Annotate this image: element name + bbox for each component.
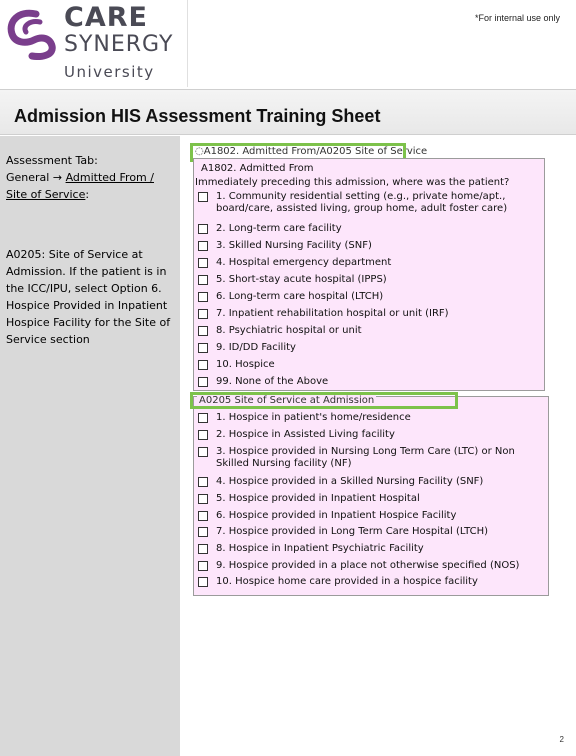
a0205-option-5[interactable]	[198, 493, 538, 505]
assessment-tab-path	[6, 169, 178, 203]
option-label: 9. ID/DD Facility	[216, 342, 296, 353]
radio-icon: ◌	[195, 146, 204, 157]
page-title: Admission HIS Assessment Training Sheet	[14, 106, 381, 126]
checkbox[interactable]	[198, 577, 208, 587]
option-label: 99. None of the Above	[216, 376, 329, 387]
a0205-option-4[interactable]	[198, 476, 538, 488]
a0205-option-6[interactable]	[198, 510, 538, 522]
checkbox[interactable]	[198, 343, 208, 353]
title-band	[0, 89, 576, 135]
a0205-option-7[interactable]	[198, 526, 538, 538]
checkbox[interactable]	[198, 224, 208, 234]
a1802-option-1[interactable]	[198, 191, 538, 215]
checkbox[interactable]	[198, 561, 208, 571]
a0205-option-3[interactable]	[198, 446, 538, 470]
option-label: 7. Inpatient rehabilitation hospital or unit (IRF)	[216, 308, 449, 319]
checkbox[interactable]	[198, 258, 208, 268]
a1802-option-8[interactable]	[198, 325, 538, 337]
checkbox[interactable]	[198, 527, 208, 537]
internal-use-note: *For internal use only	[474, 13, 560, 23]
a1802-option-3[interactable]	[198, 240, 538, 252]
option-label: 7. Hospice provided in Long Term Care Hospital (LTCH)	[216, 526, 489, 537]
logo-text-university: University	[64, 63, 155, 81]
option-label: 8. Psychiatric hospital or unit	[216, 325, 362, 336]
highlight-box-a0205	[190, 392, 458, 409]
checkbox[interactable]	[198, 377, 208, 387]
a1802-option-6[interactable]	[198, 291, 538, 303]
tab-a1802-label: A1802. Admitted From/A0205 Site of Service	[203, 146, 428, 157]
a1802-option-2[interactable]	[198, 223, 538, 235]
option-label: 1. Hospice in patient's home/residence	[216, 412, 411, 423]
a0205-option-2[interactable]	[198, 429, 538, 441]
assessment-tab-label: Assessment Tab:	[6, 154, 98, 167]
option-label: 10. Hospice	[216, 359, 275, 370]
option-label: 1. Community residential setting (e.g., private home/apt., board/care, assisted living, group home, adult foster care)	[216, 191, 508, 214]
option-label: 8. Hospice in Inpatient Psychiatric Facility	[216, 543, 424, 554]
a0205-option-8[interactable]	[198, 543, 538, 555]
option-label: 4. Hospital emergency department	[216, 257, 392, 268]
a1802-option-7[interactable]	[198, 308, 538, 320]
a1802-option-5[interactable]	[198, 274, 538, 286]
a0205-option-9[interactable]	[198, 560, 538, 572]
checkbox[interactable]	[198, 241, 208, 251]
checkbox[interactable]	[198, 494, 208, 504]
option-label: 3. Hospice provided in Nursing Long Term Care (LTC) or Non Skilled Nursing facility (NF)	[216, 446, 515, 469]
checkbox[interactable]	[198, 430, 208, 440]
checkbox[interactable]	[198, 477, 208, 487]
tab-path-suffix: :	[85, 188, 90, 201]
a1802-option-9[interactable]	[198, 342, 538, 354]
checkbox[interactable]	[198, 275, 208, 285]
checkbox[interactable]	[198, 309, 208, 319]
checkbox[interactable]	[198, 447, 208, 457]
checkbox[interactable]	[198, 413, 208, 423]
a0205-option-1[interactable]	[198, 412, 538, 424]
a0205-site-of-service-panel	[193, 396, 549, 596]
option-label: 6. Long-term care hospital (LTCH)	[216, 291, 384, 302]
logo-text-care: CARE	[64, 2, 148, 33]
a1802-admitted-from-panel	[193, 158, 545, 391]
option-label: 2. Long-term care facility	[216, 223, 342, 234]
checkbox[interactable]	[198, 326, 208, 336]
care-synergy-logo-icon	[6, 8, 60, 60]
option-label: 3. Skilled Nursing Facility (SNF)	[216, 240, 372, 251]
a0205-section-heading: A0205 Site of Service at Admission	[199, 395, 375, 406]
a1802-option-4[interactable]	[198, 257, 538, 269]
logo	[0, 0, 188, 87]
a1802-question: Immediately preceding this admission, where was the patient?	[195, 177, 510, 188]
logo-text-synergy: SYNERGY	[64, 32, 174, 57]
checkbox[interactable]	[198, 360, 208, 370]
a0205-instruction: A0205: Site of Service at Admission. If the patient is in the ICC/IPU, select Option 6. Hospice Provided in Inpatient Hospice Facility for the Site of Service section	[6, 248, 171, 346]
checkbox[interactable]	[198, 292, 208, 302]
tab-path-link: Admitted From / Site of Service	[6, 171, 154, 201]
option-label: 10. Hospice home care provided in a hospice facility	[216, 576, 478, 587]
page-number: 2	[559, 735, 564, 744]
option-label: 9. Hospice provided in a place not otherwise specified (NOS)	[216, 560, 520, 571]
checkbox[interactable]	[198, 192, 208, 202]
checkbox[interactable]	[198, 544, 208, 554]
a1802-option-99[interactable]	[198, 376, 538, 388]
assessment-tab-note	[6, 152, 178, 203]
option-label: 5. Hospice provided in Inpatient Hospital	[216, 493, 420, 504]
option-label: 4. Hospice provided in a Skilled Nursing Facility (SNF)	[216, 476, 484, 487]
a0205-option-10[interactable]	[198, 576, 538, 588]
tab-path-prefix: General →	[6, 171, 66, 184]
checkbox[interactable]	[198, 511, 208, 521]
a1802-option-10[interactable]	[198, 359, 538, 371]
option-label: 2. Hospice in Assisted Living facility	[216, 429, 395, 440]
option-label: 5. Short-stay acute hospital (IPPS)	[216, 274, 387, 285]
option-label: 6. Hospice provided in Inpatient Hospice Facility	[216, 510, 457, 521]
left-sidebar	[0, 136, 180, 756]
a1802-heading: A1802. Admitted From	[201, 163, 314, 174]
